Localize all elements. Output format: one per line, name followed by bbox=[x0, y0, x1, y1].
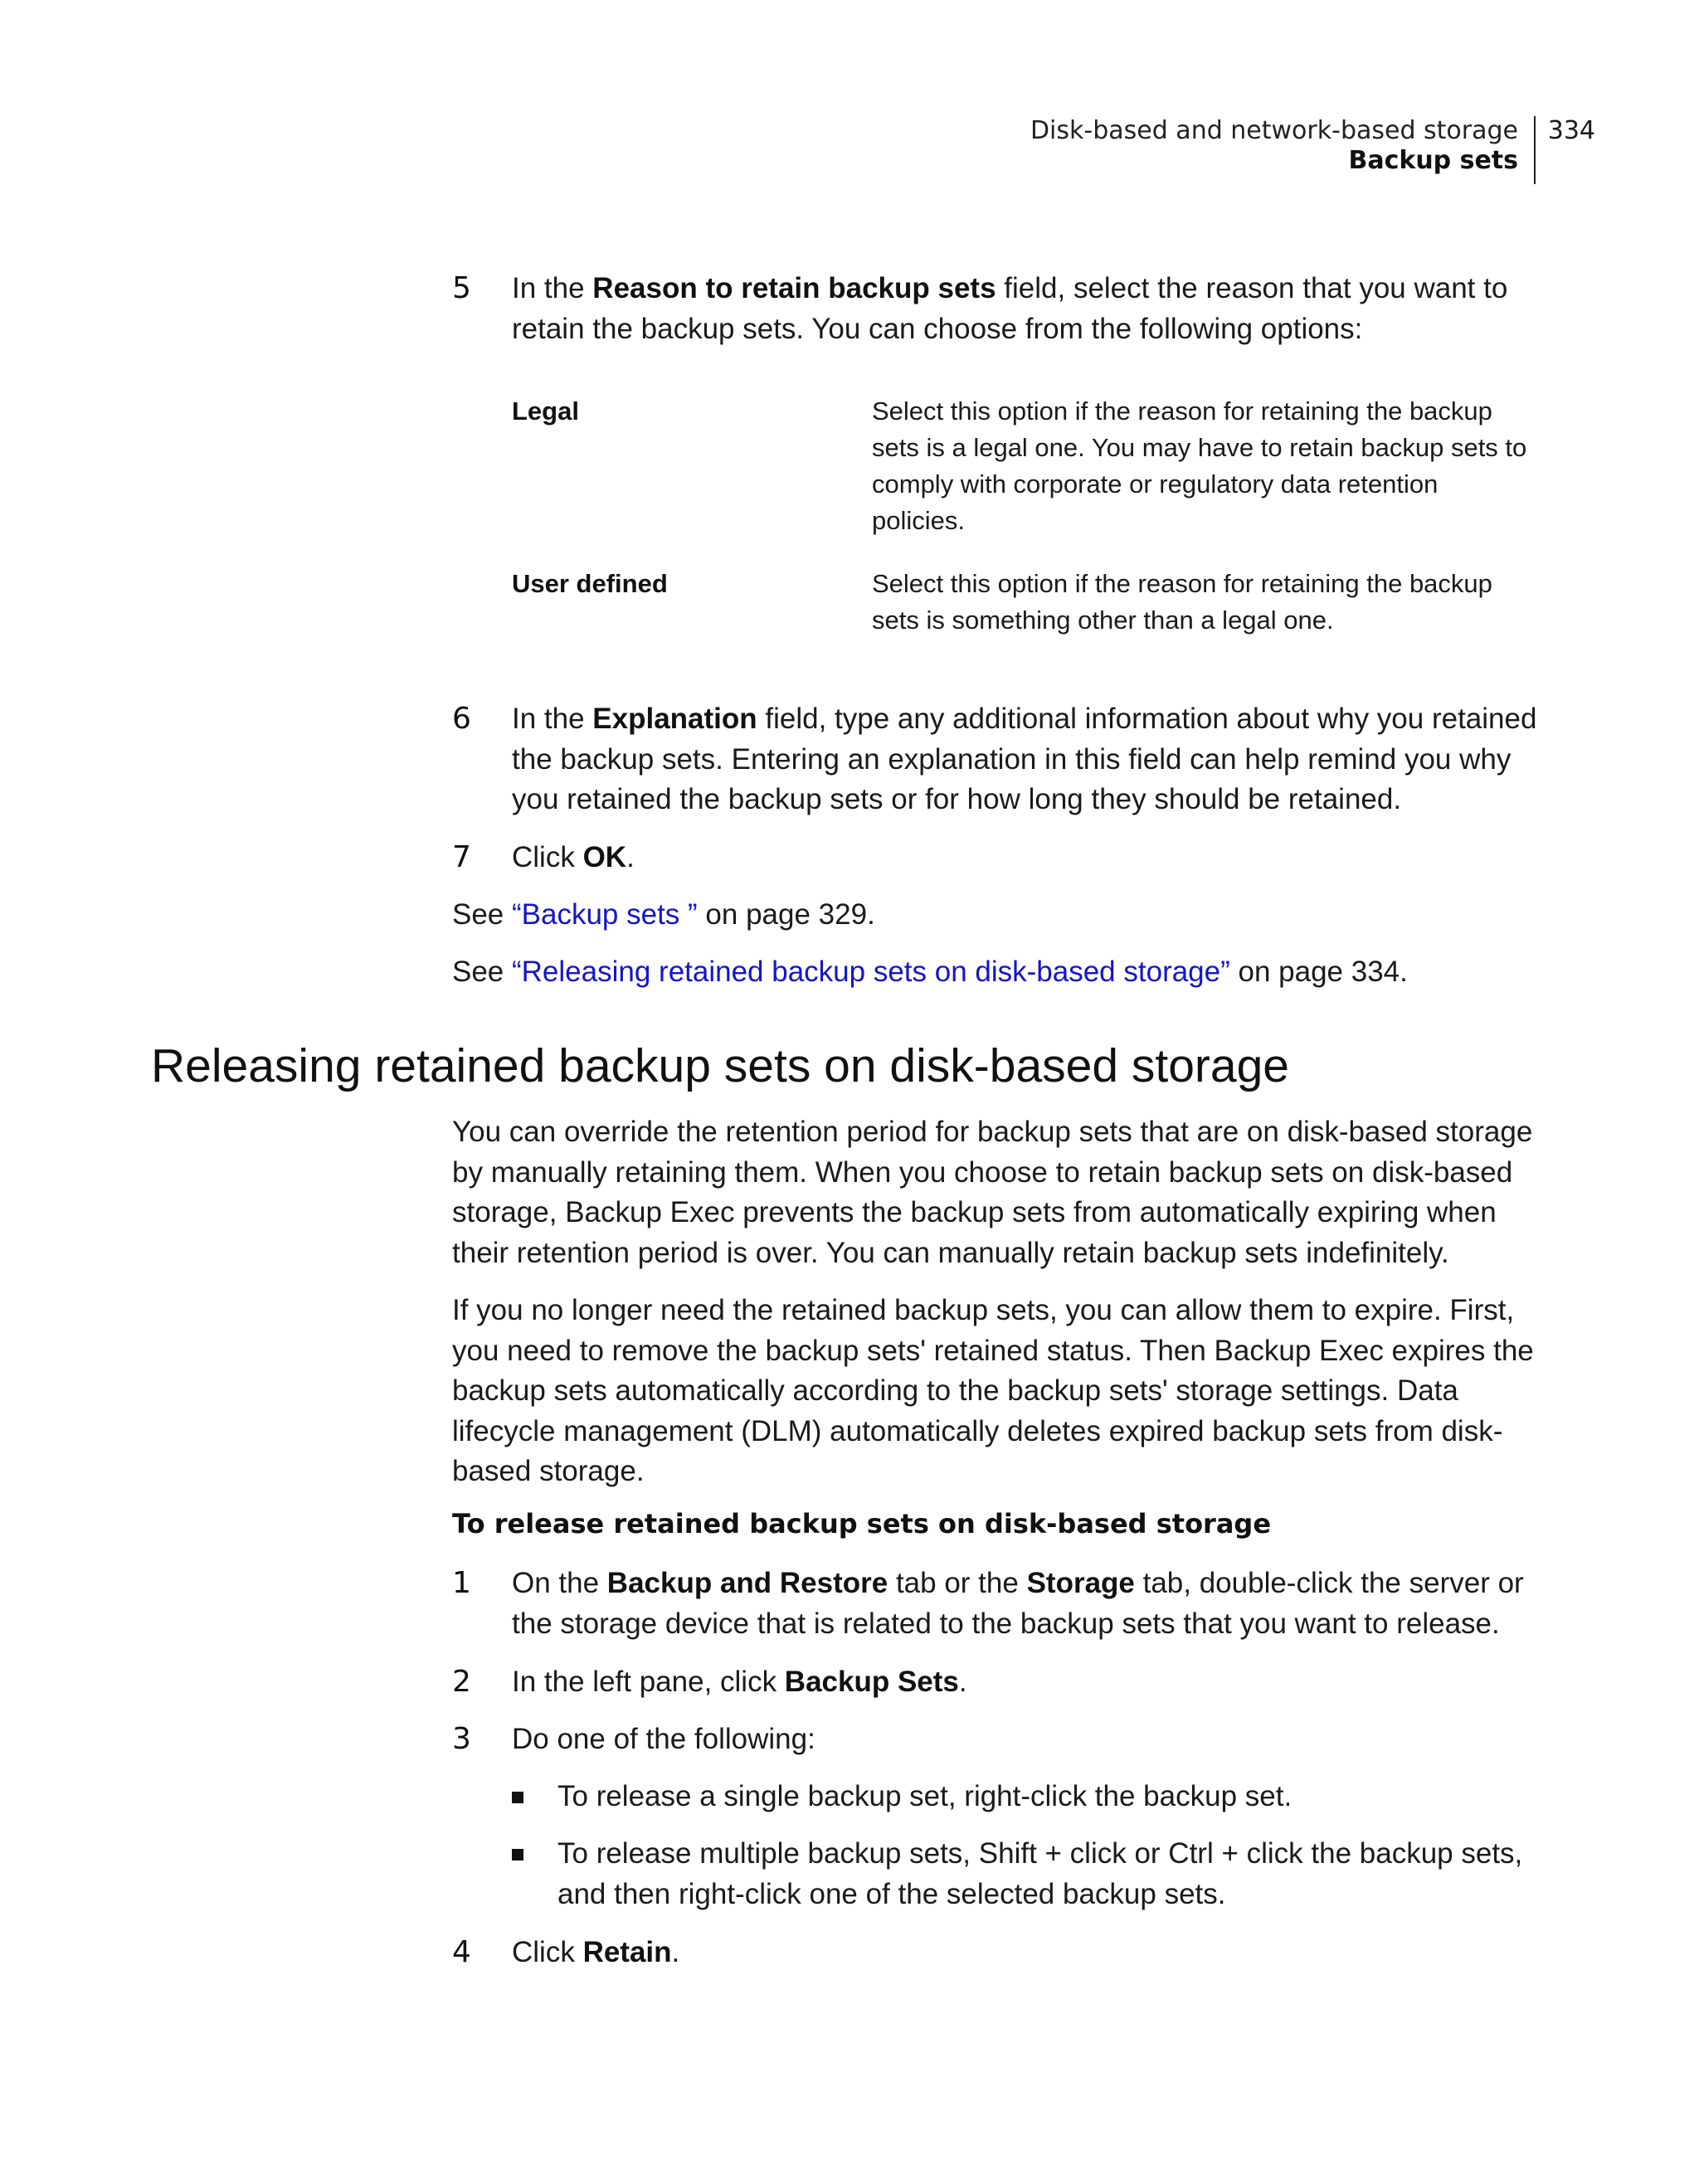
header-divider bbox=[1534, 116, 1536, 184]
step-number: 2 bbox=[452, 1665, 471, 1699]
see-also-1 bbox=[452, 895, 1547, 936]
step-number: 5 bbox=[452, 271, 471, 305]
option-description: Select this option if the reason for retaining the backup sets is something other than a legal one. bbox=[872, 569, 1492, 635]
step-text-part: tab or the bbox=[888, 1567, 1027, 1599]
step-text-pre: Click bbox=[512, 1936, 583, 1968]
see-suffix: on page 329. bbox=[697, 898, 875, 931]
link-releasing-retained[interactable]: “Releasing retained backup sets on disk-based storage” bbox=[512, 956, 1230, 988]
step-text-post: . bbox=[671, 1936, 680, 1968]
option-description: Select this option if the reason for retaining the backup sets is a legal one. You may have to retain backup sets to comply with corporate or regulatory data retention policies. bbox=[872, 396, 1527, 535]
tab-name-storage: Storage bbox=[1026, 1567, 1135, 1599]
step-text bbox=[512, 1933, 1547, 1973]
step-number: 3 bbox=[452, 1722, 471, 1756]
step-number: 7 bbox=[452, 840, 471, 874]
square-bullet-icon bbox=[512, 1792, 523, 1803]
step-text bbox=[512, 1662, 1547, 1703]
step-text: Do one of the following: bbox=[512, 1723, 815, 1755]
step-number: 4 bbox=[452, 1935, 471, 1969]
see-also-2 bbox=[452, 952, 1547, 993]
section-title: Releasing retained backup sets on disk-based storage bbox=[151, 1039, 1290, 1092]
step-text bbox=[512, 1564, 1547, 1644]
step-text-part: On the bbox=[512, 1567, 607, 1599]
header-chapter: Disk-based and network-based storage bbox=[1030, 116, 1518, 145]
option-label: Legal bbox=[512, 396, 579, 426]
header-section: Backup sets bbox=[1348, 146, 1518, 175]
step-text bbox=[512, 269, 1547, 349]
step-number: 6 bbox=[452, 702, 471, 736]
step-text-pre: Click bbox=[512, 841, 583, 873]
header-titles bbox=[1030, 116, 1518, 176]
step-text-post: field, select the reason that you want to retain the backup sets. You can choose from the following options: bbox=[512, 272, 1508, 345]
step-text bbox=[512, 699, 1547, 820]
option-label: User defined bbox=[512, 569, 668, 598]
step-text-part: tab, double-click the server or the storage device that is related to the backup sets that you want to release. bbox=[512, 1567, 1524, 1640]
step-text-post: field, type any additional information about why you retained the backup sets. Entering an explanation in this field can help remind you why you retained the backup sets or for how long they should be retained. bbox=[512, 703, 1537, 815]
see-prefix: See bbox=[452, 898, 512, 931]
bullet-text: To release multiple backup sets, Shift + click or Ctrl + click the backup sets, and then right-click one of the selected backup sets. bbox=[557, 1837, 1523, 1910]
bullet-text: To release a single backup set, right-click the backup set. bbox=[557, 1780, 1293, 1812]
field-name-explanation: Explanation bbox=[592, 703, 757, 735]
item-name-backup-sets: Backup Sets bbox=[784, 1666, 959, 1698]
paragraph-1: You can override the retention period for backup sets that are on disk-based storage by manually retaining them. When you choose to retain backup sets on disk-based storage, Backup Exec prevents the backup sets from automatically expiring when their retention period is over. You can manually retain backup sets indefinitely. bbox=[452, 1116, 1533, 1269]
see-suffix: on page 334. bbox=[1229, 956, 1408, 988]
step-text-pre: In the left pane, click bbox=[512, 1666, 785, 1698]
link-backup-sets[interactable]: “Backup sets ” bbox=[512, 898, 698, 931]
step-text-post: . bbox=[958, 1666, 967, 1698]
step-text-post: . bbox=[626, 841, 635, 873]
step-text bbox=[512, 838, 1547, 878]
field-name-reason: Reason to retain backup sets bbox=[592, 272, 996, 304]
square-bullet-icon bbox=[512, 1849, 523, 1861]
step-text-pre: In the bbox=[512, 703, 593, 735]
menu-item-retain: Retain bbox=[582, 1936, 672, 1968]
step-number: 1 bbox=[452, 1566, 471, 1600]
paragraph-2: If you no longer need the retained backup sets, you can allow them to expire. First, you need to remove the backup sets' retained status. Then Backup Exec expires the backup sets automatically according to the backup sets' storage settings. Data lifecycle management (DLM) automatically deletes expired backup sets from disk-based storage. bbox=[452, 1294, 1534, 1487]
button-name-ok: OK bbox=[582, 841, 627, 873]
procedure-heading: To release retained backup sets on disk-based storage bbox=[452, 1508, 1272, 1540]
step-text-pre: In the bbox=[512, 272, 593, 304]
page-number: 334 bbox=[1547, 116, 1595, 145]
tab-name-backup-restore: Backup and Restore bbox=[606, 1567, 888, 1599]
see-prefix: See bbox=[452, 956, 512, 988]
